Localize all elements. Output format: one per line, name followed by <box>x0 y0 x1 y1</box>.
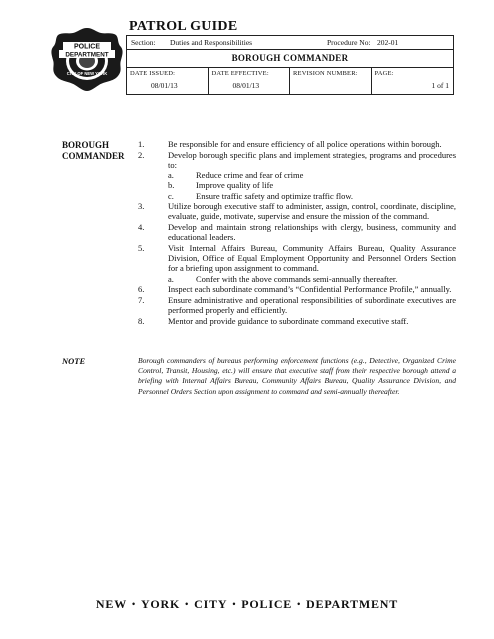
item-number: 4. <box>138 222 145 233</box>
sub-item-text: Confer with the above commands semi-annually thereafter. <box>196 273 398 284</box>
footer-bullet: • <box>132 599 136 609</box>
date-effective-label: DATE EFFECTIVE: <box>211 70 269 77</box>
item-text: Ensure administrative and operational responsibilities of subordinate executives are performed properly and efficiently. <box>168 295 456 316</box>
footer-word: NEW <box>95 597 127 611</box>
item-text: Mentor and provide guidance to subordinate command executive staff. <box>168 315 409 326</box>
sub-item <box>168 274 456 284</box>
page-value: 1 of 1 <box>431 81 449 90</box>
duties-list <box>138 139 456 327</box>
sub-item-letter: a. <box>168 273 174 284</box>
section-label: Section: <box>131 38 156 47</box>
sub-item-letter: b. <box>168 180 175 191</box>
item-text: Be responsible for and ensure efficiency of all police operations within borough. <box>168 139 442 149</box>
section-value: Duties and Responsibilities <box>170 38 253 47</box>
item-number: 1. <box>138 139 145 149</box>
item-number: 3. <box>138 201 145 212</box>
item-text: Utilize borough executive staff to administer, assign, control, coordinate, discipline, evaluate, guide, motivate, supervise and ensure the mission of the command. <box>168 201 456 222</box>
date-issued-value: 08/01/13 <box>151 81 178 90</box>
list-item <box>138 316 456 326</box>
sub-item-letter: a. <box>168 170 174 181</box>
list-item <box>138 295 456 315</box>
dates-row <box>127 68 453 94</box>
sub-item-text: Reduce crime and fear of crime <box>196 170 304 181</box>
sub-item-text: Improve quality of life <box>196 180 274 191</box>
sub-item-letter: c. <box>168 190 174 201</box>
procedure-title: BOROUGH COMMANDER <box>127 50 453 68</box>
date-issued-cell <box>127 68 209 94</box>
item-text: Visit Internal Affairs Bureau, Community Affairs Bureau, Quality Assurance Division, Office of Equal Employment Opportunity and Personnel Orders Section for a briefing upon assignment to command. <box>168 243 456 274</box>
svg-text:POLICE: POLICE <box>73 43 101 51</box>
footer-bullet: • <box>185 599 190 609</box>
note-text: Borough commanders of bureaus performing enforcement functions (e.g., Detective, Organized Crime Control, Transit, Housing, etc.) will ensure that executive staff from their respective borough attend a briefing with Internal Affairs Bureau, Community Affairs Bureau, Quality Assurance Division, and Personnel Orders Section upon assignment to command and semi-annually thereafter. <box>138 356 456 396</box>
list-item <box>138 201 456 221</box>
nypd-badge-logo <box>48 26 126 92</box>
patrol-guide-title: PATROL GUIDE <box>129 19 238 34</box>
item-number: 6. <box>138 284 145 295</box>
side-label-borough: BOROUGH <box>62 140 110 150</box>
list-item <box>138 150 456 201</box>
svg-text:DEPARTMENT: DEPARTMENT <box>65 51 109 59</box>
item-number: 7. <box>138 295 145 306</box>
sub-item-text: Ensure traffic safety and optimize traffic flow. <box>196 190 354 201</box>
list-item <box>138 284 456 294</box>
item-text: Develop borough specific plans and implement strategies, programs and procedures to: <box>168 149 456 170</box>
page-cell <box>372 68 454 94</box>
sub-item <box>168 170 456 180</box>
procedure-number-value: 202-01 <box>377 38 399 47</box>
note-label: NOTE <box>62 356 86 366</box>
footer-word: POLICE <box>241 597 293 611</box>
item-number: 5. <box>138 243 145 254</box>
list-item <box>138 243 456 284</box>
sub-item <box>168 191 456 201</box>
section-row <box>127 36 453 50</box>
date-issued-label: DATE ISSUED: <box>130 70 176 77</box>
footer-word: CITY <box>194 597 228 611</box>
procedure-header-table <box>126 35 454 95</box>
revision-number-cell <box>290 68 372 94</box>
list-item <box>138 222 456 242</box>
footer-bullet: • <box>297 599 302 609</box>
page-label: PAGE: <box>374 70 394 77</box>
revision-number-label: REVISION NUMBER: <box>293 70 358 77</box>
sub-item <box>168 180 456 190</box>
item-number: 8. <box>138 315 145 326</box>
side-label-commander: COMMANDER <box>62 151 125 161</box>
footer-department-name <box>0 597 494 612</box>
item-text: Develop and maintain strong relationships with clergy, business, community and educational leaders. <box>168 222 456 243</box>
svg-text:CITY OF NEW YORK: CITY OF NEW YORK <box>66 71 108 76</box>
date-effective-value: 08/01/13 <box>232 81 260 90</box>
footer-bullet: • <box>232 599 237 609</box>
item-number: 2. <box>138 149 145 160</box>
footer-word: YORK <box>140 597 181 611</box>
item-text: Inspect each subordinate command’s “Confidential Performance Profile,” annually. <box>168 284 452 295</box>
footer-word: DEPARTMENT <box>306 597 399 611</box>
list-item <box>138 139 456 149</box>
date-effective-cell <box>209 68 291 94</box>
procedure-number-label: Procedure No: <box>327 38 371 47</box>
